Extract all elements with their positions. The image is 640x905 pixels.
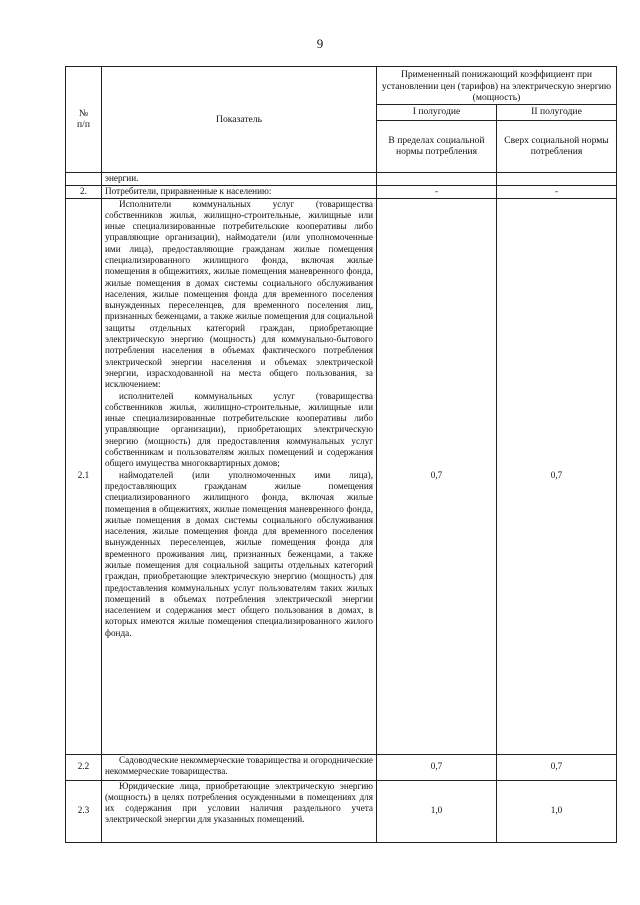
row-2-3-paragraph: Юридические лица, приобретающие электрическую энергию (мощность) в целях потребления осужденными в помещениях для их содержания при условии наличия раздельного учета электрической энергии для указанных помещений. — [105, 780, 373, 825]
header-coefficient: Примененный понижающий коэффициент при установлении цен (тарифов) на электрическую энергию (мощность) — [377, 67, 617, 105]
row-2-2-paragraph: Садоводческие некоммерческие товарищества и огороднические некоммерческие товарищества. — [105, 754, 373, 776]
row-2-3-text — [102, 780, 377, 842]
row-2-1-paragraph-1: Исполнители коммунальных услуг (товарищества собственников жилья, жилищно-строительные, жилищные или иные специализированные потребительские кооперативы либо управляющие организации), наймодатели (или уполномоченные ими лица), предоставляющие гражданам жилые помещения специализированного жилищного фонда, включая жилые помещения в общежитиях, жилые помещения маневренного фонда, жилые помещения в домах системы социального обслуживания населения, жилые помещения фонда для временного поселения вынужденных переселенцев, для временного поселения лиц, признанных беженцами, а также жилые помещения для социальной защиты отдельных категорий граждан, приобретающие электрическую энергию (мощность) для коммунально-бытового потребления населения в объемах фактического потребления электрической энергии населения и объемах электрической энергии, израсходованной на места общего пользования, за исключением: — [105, 198, 373, 390]
header-half-1: I полугодие — [377, 104, 497, 120]
row-2-1-value-2: 0,7 — [497, 198, 617, 754]
row-2-1-value-1: 0,7 — [377, 198, 497, 754]
page-number: 9 — [316, 36, 324, 51]
header-num: № п/п — [66, 67, 102, 173]
row-continuation-v1 — [377, 172, 497, 185]
row-2-2-text — [102, 754, 377, 780]
header-social-norm-within: В пределах социальной нормы потребления — [377, 120, 497, 172]
row-continuation-text: энергии. — [102, 172, 377, 185]
row-2-1-num: 2.1 — [66, 198, 102, 754]
row-2-text: Потребители, приравненные к населению: — [102, 185, 377, 198]
row-2-num: 2. — [66, 185, 102, 198]
header-indicator: Показатель — [102, 67, 377, 173]
row-2-value-2: - — [497, 185, 617, 198]
row-2-2-value-1: 0,7 — [377, 754, 497, 780]
row-2-3-value-1: 1,0 — [377, 780, 497, 842]
row-2-1-paragraph-3: наймодателей (или уполномоченных ими лица), предоставляющих гражданам жилые помещения специализированного жилищного фонда, включая жилые помещения в общежитиях, жилые помещения маневренного фонда, жилые помещения в домах системы социального обслуживания населения, жилые помещения фонда для временного поселения вынужденных переселенцев, жилые помещения фонда для временного проживания лиц, признанных беженцами, а также жилые помещения для социальной защиты отдельных категорий граждан, приобретающие электрическую энергию (мощность) для предоставления коммунальных услуг пользователям таких жилых помещений в объемах потребления электрической энергии населением и содержания мест общего пользования в домах, в которых имеются жилые помещения специализированного жилого фонда. — [105, 469, 373, 638]
header-half-2: II полугодие — [497, 104, 617, 120]
row-2-1-text — [102, 198, 377, 754]
row-2-1-paragraph-2: исполнителей коммунальных услуг (товарищества собственников жилья, жилищно-строительные, жилищные или иные специализированные потребительские кооперативы либо управляющие организации), приобретающих электрическую энергию (мощность) для предоставления коммунальных услуг собственникам и пользователям жилых помещений и содержания общего имущества многоквартирных домов; — [105, 390, 373, 469]
row-2-3-num: 2.3 — [66, 780, 102, 842]
row-2-value-1: - — [377, 185, 497, 198]
row-continuation-num — [66, 172, 102, 185]
tariff-table — [65, 66, 617, 843]
row-continuation-v2 — [497, 172, 617, 185]
row-2-2-value-2: 0,7 — [497, 754, 617, 780]
row-2-2-num: 2.2 — [66, 754, 102, 780]
header-social-norm-above: Сверх социальной нормы потребления — [497, 120, 617, 172]
row-2-3-value-2: 1,0 — [497, 780, 617, 842]
